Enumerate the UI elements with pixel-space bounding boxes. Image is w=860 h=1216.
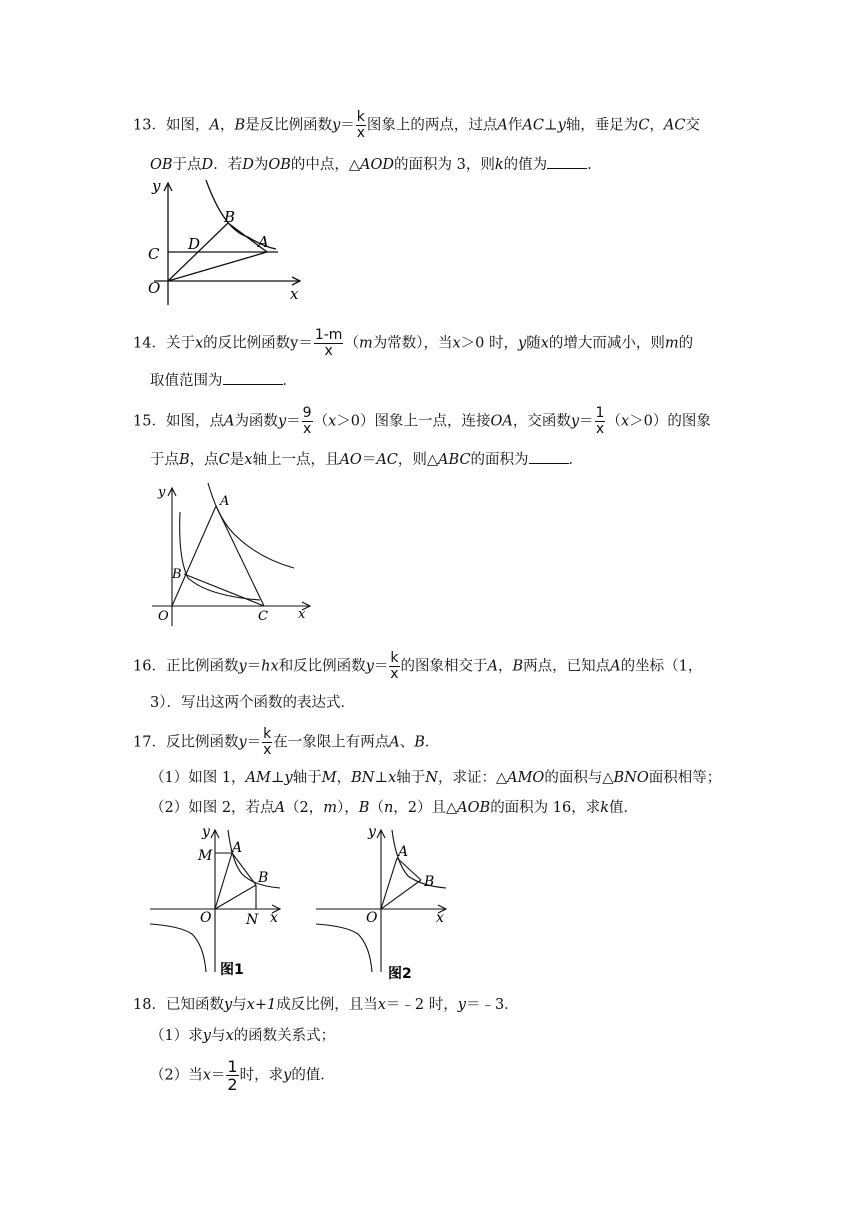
q18-part-2: （2）当x＝ $\frac{1}{2}$ 时，求y的值．	[150, 1057, 335, 1094]
fig-label-y: y	[202, 824, 210, 840]
fig-label-x: x	[290, 285, 299, 303]
fraction-9-over-x: $\frac{9}{x}$	[302, 405, 312, 437]
q17-part-2: （2）如图 2，若点A（2，m），B（n，2）且△AOB的面积为 16，求k值．	[150, 800, 639, 816]
fig-label-A: A	[258, 233, 269, 251]
fig-label-O: O	[366, 910, 378, 926]
fig-label-y: y	[152, 177, 161, 195]
question-number: 16．	[133, 658, 166, 675]
q13-line-1: 13．如图，A，B是反比例函数y＝ $\frac{k}{x}$ 图象上的两点，过点A作AC⊥y轴，垂足为C，AC交	[133, 109, 700, 141]
fig-label-x: x	[436, 910, 444, 926]
question-number: 13．	[133, 117, 166, 134]
question-number: 18．	[133, 997, 166, 1013]
q14-line-1: 14．关于x的反比例函数y＝ $\frac{1-m}{x}$ （m为常数），当x＞0 时，y随x的增大而减小，则m的	[133, 327, 694, 359]
q13-line-2: OB于点D．若D为OB的中点，△AOD的面积为 3，则k的值为 ．	[150, 154, 602, 175]
q18-part-1: （1）求y与x的函数关系式；	[150, 1028, 336, 1044]
fraction-1-over-2: $\frac{1}{2}$	[227, 1057, 238, 1094]
fraction-k-over-x: $\frac{k}{x}$	[263, 726, 272, 758]
fig-label-x: x	[270, 910, 278, 926]
fraction-1-m-over-x: $\frac{1-m}{x}$	[314, 327, 343, 359]
q17-figure-1	[150, 822, 290, 982]
answer-blank	[223, 370, 283, 385]
fig-label-B: B	[224, 208, 236, 226]
q15-line-1: 15．如图，点A为函数y＝ $\frac{9}{x}$ （x＞0）图象上一点，连接OA，交函数y＝ $\frac{1}{x}$ （x＞0）的图象	[133, 405, 711, 437]
fig-label-A: A	[398, 844, 409, 860]
fraction-k-over-x: $\frac{k}{x}$	[356, 109, 365, 141]
figure-caption-1: 图1	[220, 962, 244, 978]
fraction-k-over-x: $\frac{k}{x}$	[390, 650, 399, 682]
q16-line-1: 16．正比例函数y＝hx和反比例函数y＝ $\frac{k}{x}$ 的图象相交于A，B两点，已知点A的坐标（1，	[133, 650, 703, 682]
answer-blank	[529, 449, 569, 464]
fig-label-C: C	[258, 609, 268, 624]
figure-caption-2: 图2	[388, 966, 412, 982]
answer-blank	[547, 154, 587, 169]
fig-label-O: O	[148, 279, 161, 297]
fig-label-B: B	[424, 874, 435, 890]
fig-label-x: x	[298, 607, 306, 622]
question-number: 17．	[133, 734, 166, 751]
fig-label-O: O	[200, 910, 212, 926]
q17-part-1: （1）如图 1，AM⊥y轴于M，BN⊥x轴于N，求证：△AMO的面积与△BNO面积相等；	[150, 770, 722, 786]
question-number: 15．	[133, 413, 166, 430]
fig-label-O: O	[158, 609, 169, 624]
question-number: 14．	[133, 335, 166, 352]
q17-figure-2	[316, 822, 456, 984]
fig-label-y: y	[368, 824, 376, 840]
fig-label-D: D	[188, 235, 201, 253]
q16-line-2: 3）．写出这两个函数的表达式．	[150, 695, 355, 711]
fig-label-M: M	[198, 848, 213, 864]
q17-line-1: 17．反比例函数y＝ $\frac{k}{x}$ 在一象限上有两点A、B．	[133, 726, 440, 758]
fig-label-A: A	[232, 840, 243, 856]
fig-label-N: N	[246, 912, 259, 928]
q15-figure	[148, 478, 323, 628]
q18-line-1: 18．已知函数y与x+1成反比例，且当x＝﹣2 时，y＝﹣3．	[133, 997, 519, 1013]
fraction-1-over-x: $\frac{1}{x}$	[595, 405, 605, 437]
fig-label-B: B	[258, 870, 269, 886]
q15-line-2: 于点B，点C是x轴上一点，且AO＝AC，则△ABC的面积为 ．	[150, 449, 583, 470]
fig-label-B: B	[172, 567, 182, 582]
fig-label-A: A	[220, 494, 230, 509]
q13-figure	[140, 175, 310, 315]
fig-label-C: C	[148, 245, 160, 263]
q14-line-2: 取值范围为 ．	[150, 370, 297, 391]
fig-label-y: y	[158, 485, 166, 500]
